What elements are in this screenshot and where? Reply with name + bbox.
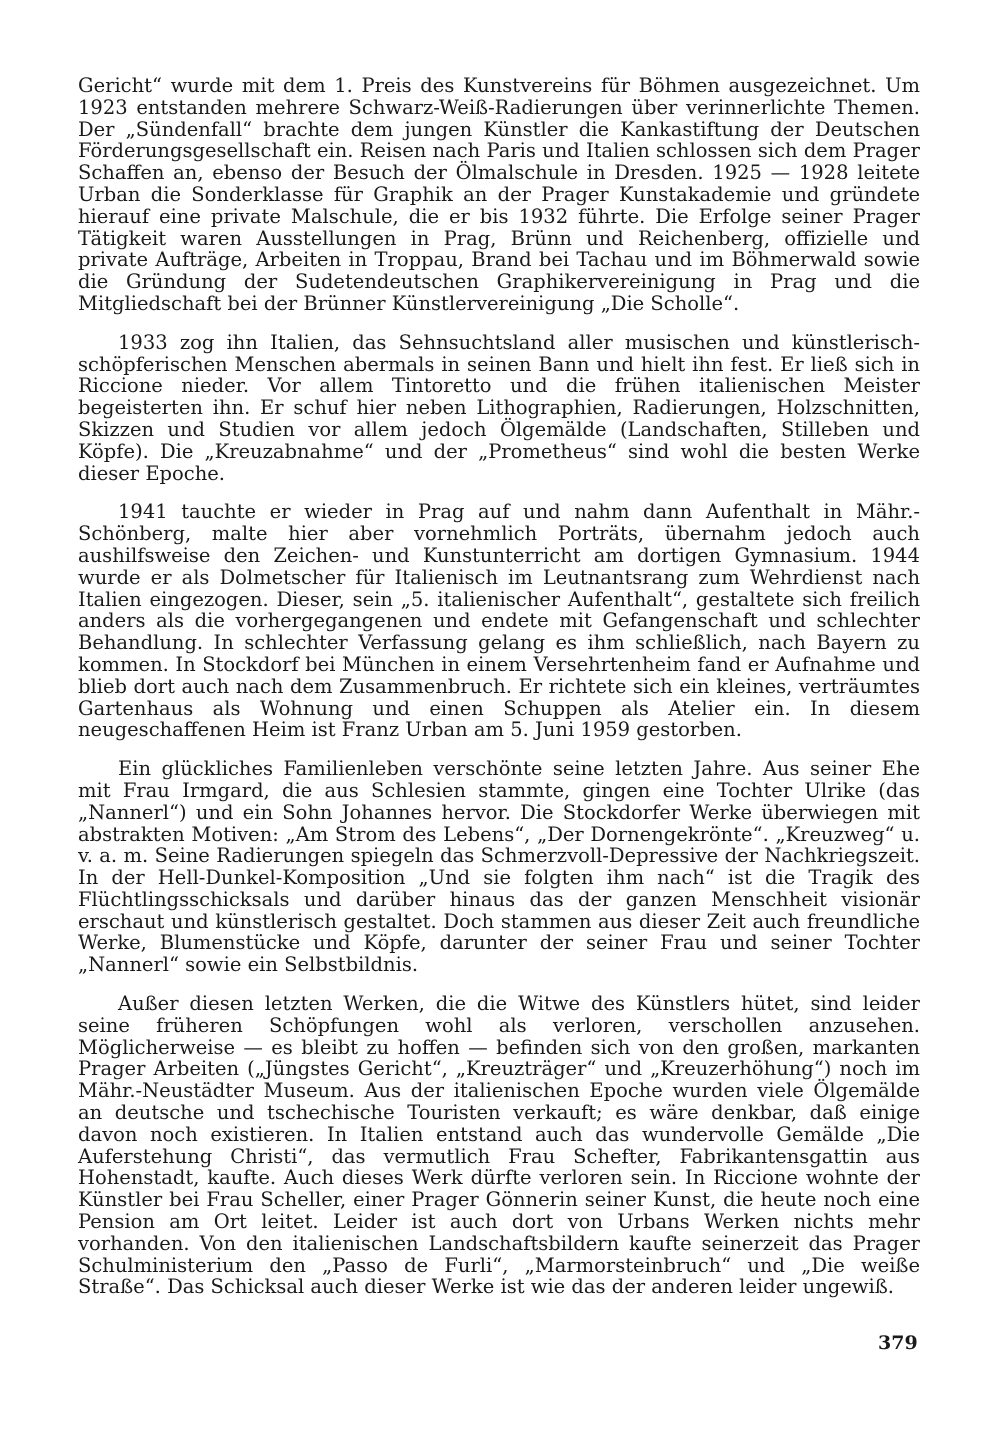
paragraph-continuation: Gericht“ wurde mit dem 1. Preis des Kunstvereins für Böhmen ausgezeichnet. Um 1923 entstanden mehrere Schwarz-Weiß-Radierungen über verinnerlichte Themen. Der „Sündenfall“ brachte dem jungen Künstler die Kankastiftung der Deutschen Förderungsgesellschaft ein. Reisen nach Paris und Italien schlossen sich dem Prager Schaffen an, ebenso der Besuch der Ölmalschule in Dresden. 1925 — 1928 leitete Urban die Sonderklasse für Graphik an der Prager Kunstakademie und gründete hierauf eine private Malschule, die er bis 1932 führte. Die Erfolge seiner Prager Tätigkeit waren Ausstellungen in Prag, Brünn und Reichenberg, offizielle und private Aufträge, Arbeiten in Troppau, Brand bei Tachau und im Böhmerwald sowie die Gründung der Sudetendeutschen Graphikervereinigung in Prag und die Mitgliedschaft bei der Brünner Künstlervereinigung „Die Scholle“. xyxy=(78,74,920,315)
paragraph-lost-works: Außer diesen letzten Werken, die die Witwe des Künstlers hütet, sind leider seine früheren Schöpfungen wohl als verloren, verschollen anzusehen. Möglicherweise — es bleibt zu hoffen — befinden sich von den großen, markanten Prager Arbeiten („Jüngstes Gericht“, „Kreuzträger“ und „Kreuzerhöhung“) noch im Mähr.-Neustädter Museum. Aus der italienischen Epoche wurden viele Ölgemälde an deutsche und tschechische Touristen verkauft; es wäre denkbar, daß einige davon noch existieren. In Italien entstand auch das wundervolle Gemälde „Die Auferstehung Christi“, das vermutlich Frau Schefter, Fabrikantensgattin aus Hohenstadt, kaufte. Auch dieses Werk dürfte verloren sein. In Riccione wohnte der Künstler bei Frau Scheller, einer Prager Gönnerin seiner Kunst, die heute noch eine Pension am Ort leitet. Leider ist auch dort von Urbans Werken nichts mehr vorhanden. Von den italienischen Landschaftsbildern kaufte seinerzeit das Prager Schulministerium den „Passo de Furli“, „Marmorsteinbruch“ und „Die weiße Straße“. Das Schicksal auch dieser Werke ist wie das der anderen leider ungewiß. xyxy=(78,992,920,1299)
paragraph-italy-1933: 1933 zog ihn Italien, das Sehnsuchtsland aller musischen und künstlerisch-schöpferischen Menschen abermals in seinen Bann und hielt ihn fest. Er ließ sich in Riccione nieder. Vor allem Tintoretto und die frühen italienischen Meister begeisterten ihn. Er schuf hier neben Lithographien, Radierungen, Holzschnitten, Skizzen und Studien vor allem jedoch Ölgemälde (Landschaften, Stilleben und Köpfe). Die „Kreuzabnahme“ und der „Prometheus“ sind wohl die besten Werke dieser Epoche. xyxy=(78,330,920,485)
page-number: 379 xyxy=(878,1332,918,1354)
paragraph-family-life: Ein glückliches Familienleben verschönte seine letzten Jahre. Aus seiner Ehe mit Frau Irmgard, die aus Schlesien stammte, gingen eine Tochter Ulrike (das „Nannerl“) und ein Sohn Johannes hervor. Die Stockdorfer Werke überwiegen mit abstrakten Motiven: „Am Strom des Lebens“, „Der Dornengekrönte“. „Kreuzweg“ u. v. a. m. Seine Radierungen spiegeln das Schmerzvoll-Depressive der Nachkriegszeit. In der Hell-Dunkel-Komposition „Und sie folgten ihm nach“ ist die Tragik des Flüchtlingsschicksals und darüber hinaus das der ganzen Menschheit visionär erschaut und künstlerisch gestaltet. Doch stammen aus dieser Zeit auch freundliche Werke, Blumenstücke und Köpfe, darunter der seiner Frau und seiner Tochter „Nannerl“ sowie ein Selbstbildnis. xyxy=(78,757,920,977)
page-body xyxy=(78,75,920,1315)
paragraph-prague-1941: 1941 tauchte er wieder in Prag auf und nahm dann Aufenthalt in Mähr.-Schönberg, malte hier aber vornehmlich Porträts, übernahm jedoch auch aushilfsweise den Zeichen- und Kunstunterricht am dortigen Gymnasium. 1944 wurde er als Dolmetscher für Italienisch im Leutnantsrang zum Wehrdienst nach Italien eingezogen. Dieser, sein „5. italienischer Aufenthalt“, gestaltete sich freilich anders als die vorhergegangenen und endete mit Gefangenschaft und schlechter Behandlung. In schlechter Verfassung gelang es ihm schließlich, nach Bayern zu kommen. In Stockdorf bei München in einem Versehrtenheim fand er Aufnahme und blieb dort auch nach dem Zusammenbruch. Er richtete sich ein kleines, verträumtes Gartenhaus als Wohnung und einen Schuppen als Atelier ein. In diesem neugeschaffenen Heim ist Franz Urban am 5. Juni 1959 gestorben. xyxy=(78,500,920,742)
